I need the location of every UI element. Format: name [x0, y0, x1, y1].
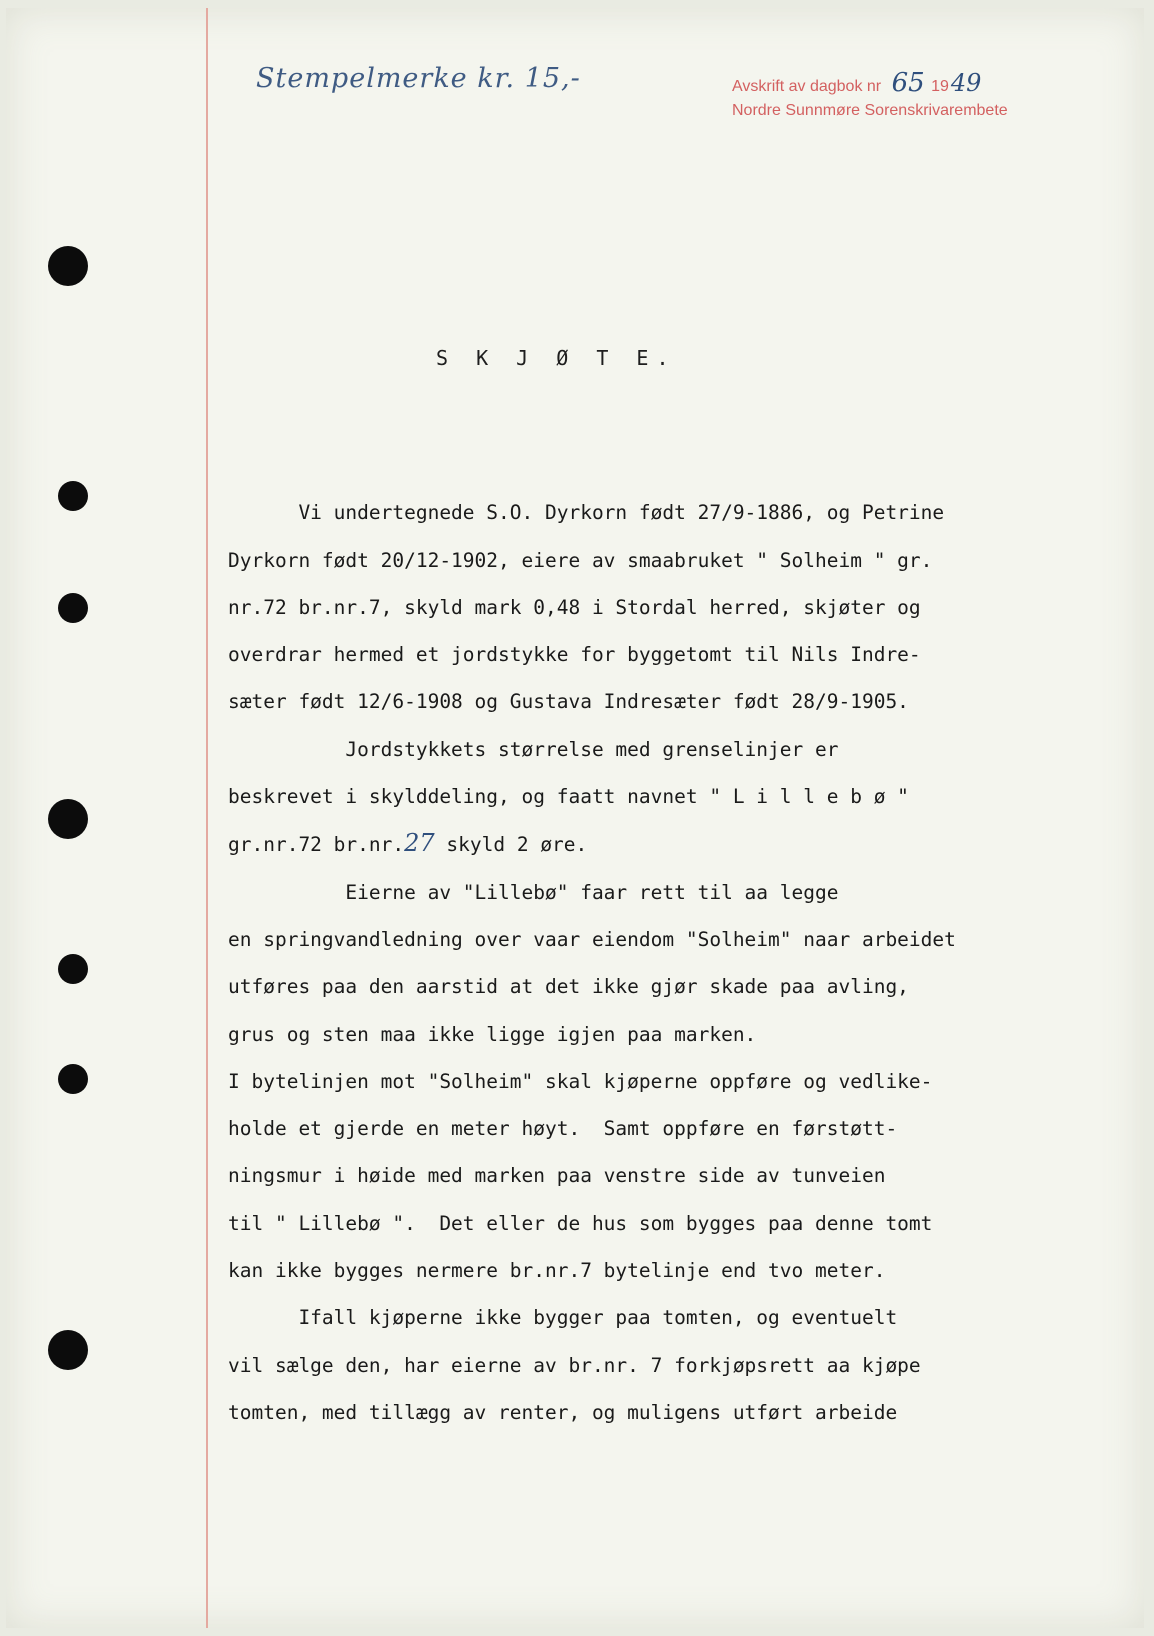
dagbok-number: 65 — [891, 68, 925, 98]
punch-hole-1 — [48, 246, 88, 286]
document-page — [6, 8, 1144, 1628]
stamp-duty-note: Stempelmerke kr. 15,- — [256, 63, 581, 94]
registry-stamp — [732, 68, 1008, 123]
body-line: Eierne av "Lillebø" faar rett til aa legge — [228, 880, 839, 904]
body-line-end: skyld 2 øre. — [434, 833, 588, 857]
body-line: beskrevet i skylddeling, og faatt navnet " L i l l e b ø " — [228, 785, 909, 809]
body-line: ningsmur i høide med marken paa venstre side av tunveien — [228, 1164, 886, 1188]
margin-line — [206, 8, 208, 1628]
body-line: Ifall kjøperne ikke bygger paa tomten, og eventuelt — [228, 1306, 898, 1330]
body-line: nr.72 br.nr.7, skyld mark 0,48 i Stordal herred, skjøter og — [228, 595, 921, 619]
punch-hole-6 — [58, 1064, 88, 1094]
body-line: tomten, med tillægg av renter, og muligens utført arbeide — [228, 1400, 898, 1424]
body-line: holde et gjerde en meter høyt. Samt oppføre en førstøtt- — [228, 1117, 898, 1141]
stamp-year-handwritten: 49 — [950, 69, 982, 97]
document-title: S K J Ø T E. — [436, 346, 677, 370]
body-line: kan ikke bygges nermere br.nr.7 bytelinje end tvo meter. — [228, 1259, 886, 1283]
stamp-year-printed: 19 — [931, 78, 949, 95]
body-line: vil sælge den, har eierne av br.nr. 7 forkjøpsrett aa kjøpe — [228, 1353, 921, 1377]
punch-hole-4 — [48, 799, 88, 839]
body-line-with-handwriting — [228, 820, 1088, 868]
body-line: til " Lillebø ". Det eller de hus som bygges paa denne tomt — [228, 1211, 933, 1235]
body-line: sæter født 12/6-1908 og Gustava Indresæter født 28/9-1905. — [228, 690, 909, 714]
stamp-office: Nordre Sunnmøre Sorenskrivarembete — [732, 102, 1008, 119]
body-line-start: gr.nr.72 br.nr. — [228, 833, 405, 857]
punch-hole-2 — [58, 481, 88, 511]
document-body — [228, 442, 1088, 1531]
body-line: Dyrkorn født 20/12-1902, eiere av smaabruket " Solheim " gr. — [228, 548, 933, 572]
body-line: Jordstykkets størrelse med grenselinjer er — [228, 737, 839, 761]
body-line: grus og sten maa ikke ligge igjen paa marken. — [228, 1022, 757, 1046]
punch-hole-5 — [58, 954, 88, 984]
body-line: en springvandledning over vaar eiendom "Solheim" naar arbeidet — [228, 927, 956, 951]
punch-hole-7 — [48, 1330, 88, 1370]
body-line: utføres paa den aarstid at det ikke gjør skade paa avling, — [228, 975, 909, 999]
body-line: Vi undertegnede S.O. Dyrkorn født 27/9-1886, og Petrine — [228, 501, 945, 525]
handwritten-br-nr: 27 — [404, 829, 435, 858]
body-line: overdrar hermed et jordstykke for byggetomt til Nils Indre- — [228, 643, 921, 667]
body-line: I bytelinjen mot "Solheim" skal kjøperne oppføre og vedlike- — [228, 1069, 933, 1093]
stamp-prefix: Avskrift av dagbok nr — [732, 78, 882, 95]
punch-hole-3 — [58, 593, 88, 623]
